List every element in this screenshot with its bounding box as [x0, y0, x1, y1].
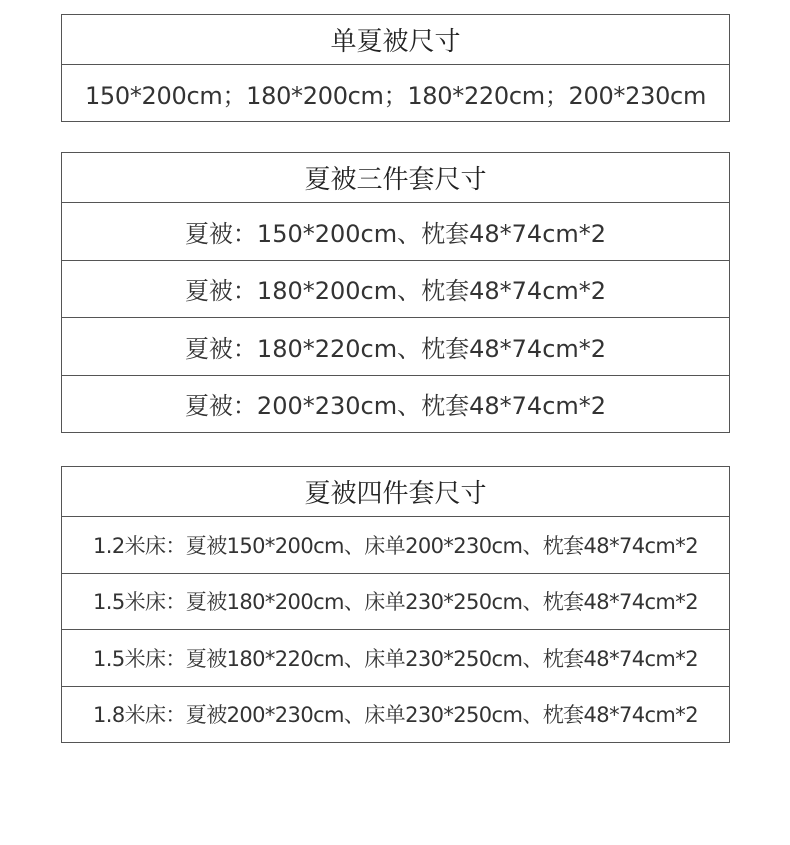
table-row: 1.8米床：夏被200*230cm、床单230*250cm、枕套48*74cm*2 [62, 686, 729, 743]
table-title: 单夏被尺寸 [330, 27, 461, 57]
table-row: 夏被：150*200cm、枕套48*74cm*2 [62, 202, 729, 260]
table-title: 夏被四件套尺寸 [304, 479, 487, 509]
table-row: 夏被：200*230cm、枕套48*74cm*2 [62, 375, 729, 433]
single-quilt-size-table [61, 14, 730, 122]
table-row: 夏被：180*200cm、枕套48*74cm*2 [62, 260, 729, 318]
table-row: 1.5米床：夏被180*200cm、床单230*250cm、枕套48*74cm*2 [62, 573, 729, 630]
table-row: 夏被：180*220cm、枕套48*74cm*2 [62, 317, 729, 375]
table-row: 150*200cm；180*200cm；180*220cm；200*230cm [62, 64, 729, 121]
table-title: 夏被三件套尺寸 [304, 165, 487, 195]
table-row: 1.5米床：夏被180*220cm、床单230*250cm、枕套48*74cm*2 [62, 629, 729, 686]
table-row: 1.2米床：夏被150*200cm、床单200*230cm、枕套48*74cm*2 [62, 516, 729, 573]
three-piece-set-size-table [61, 152, 730, 433]
four-piece-set-size-table [61, 466, 730, 743]
